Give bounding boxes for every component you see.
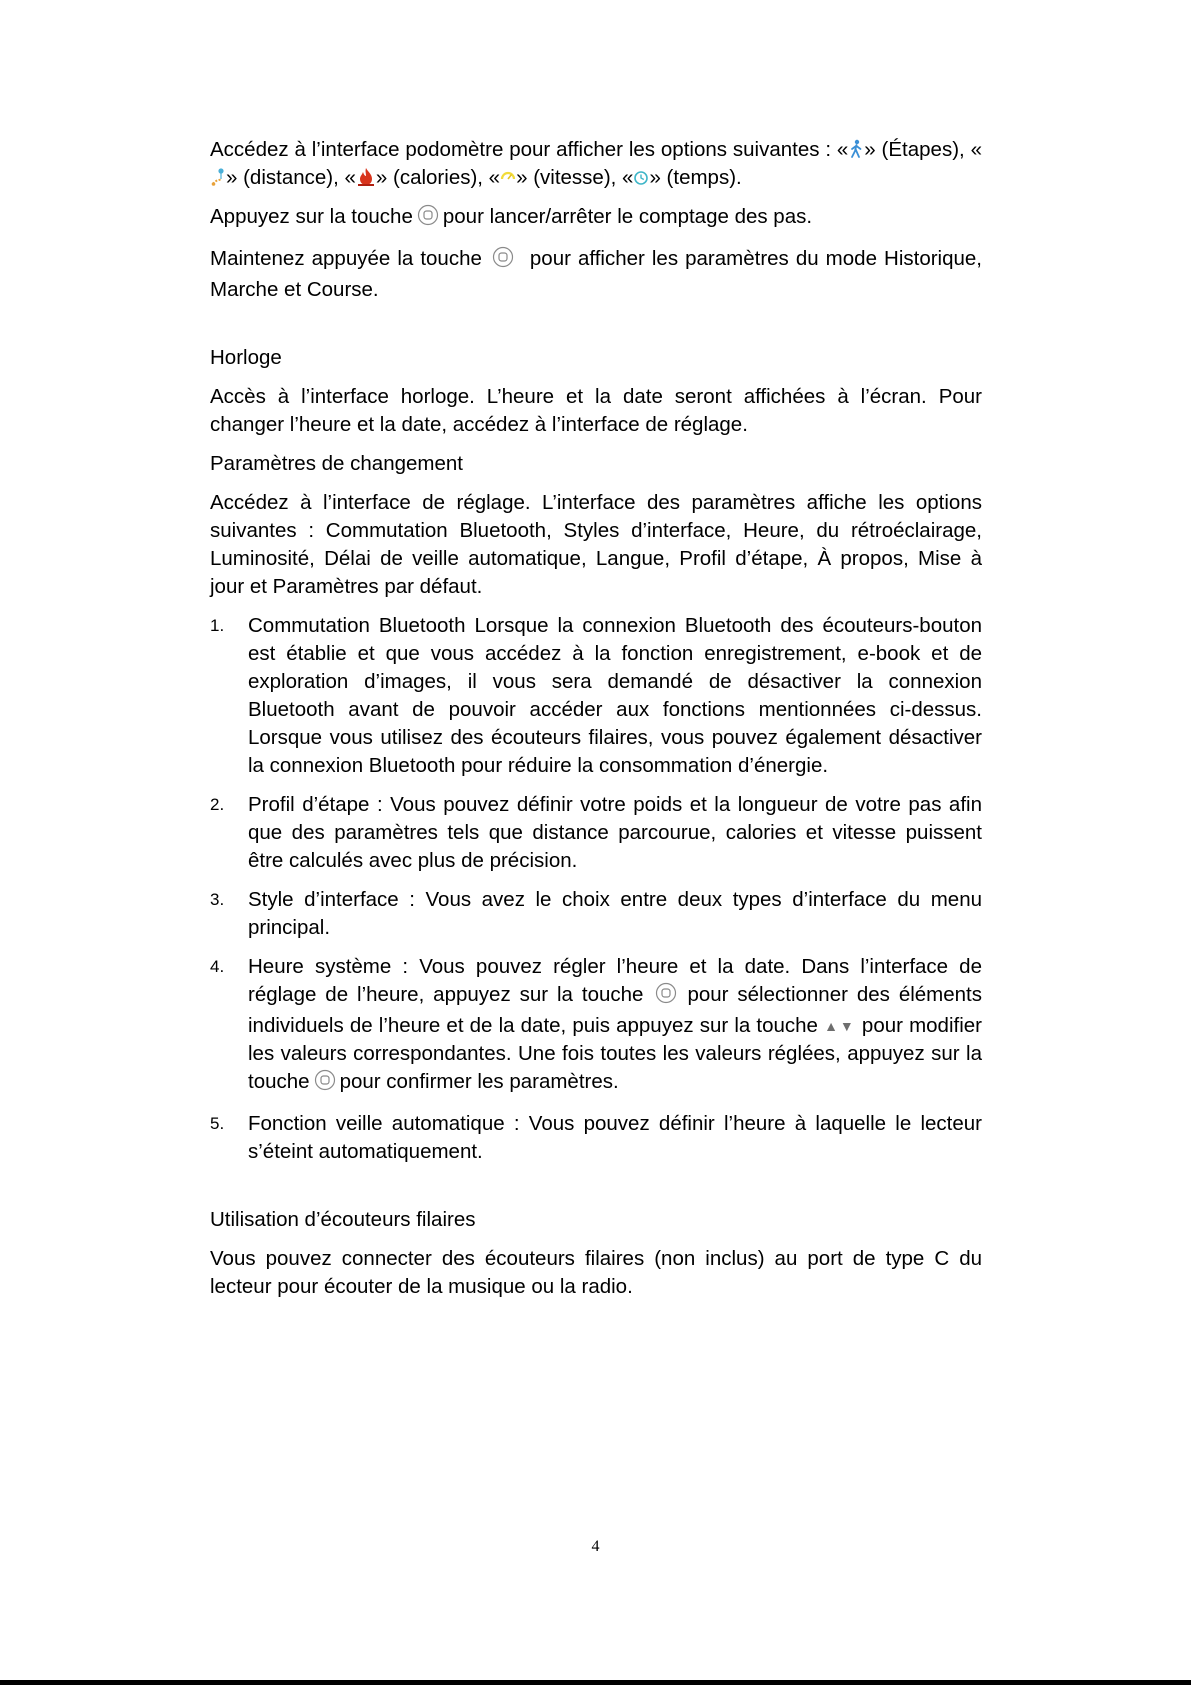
list-item-text: Fonction veille automatique : Vous pouvez définir l’heure à laquelle le lecteur s’éteint automatiquement. [248, 1112, 982, 1163]
list-item-number: 1. [210, 616, 225, 635]
center-button-icon [492, 246, 514, 276]
pedometer-intro-text: Accédez à l’interface podomètre pour afficher les options suivantes : « [210, 138, 849, 161]
clock-heading: Horloge [210, 346, 282, 369]
list-item [210, 791, 982, 875]
list-item-number: 5. [210, 1114, 225, 1133]
list-item-text: pour sélectionner des éléments individuels de l’heure et de la date, puis appuyez sur la touche [248, 983, 982, 1037]
distance-icon [210, 167, 226, 187]
list-item [210, 1110, 982, 1166]
list-item-text: Commutation Bluetooth Lorsque la connexion Bluetooth des écouteurs-bouton est établie et que vous accédez à la fonction enregistrement, e-book et de exploration d’images, il vous sera demandé de désactiver la connexion Bluetooth avant de pouvoir accéder aux fonctions mentionnées ci-dessus. Lorsque vous utilisez des écouteurs filaires, vous pouvez également désactiver la connexion Bluetooth pour réduire la consommation d’énergie. [248, 614, 982, 777]
settings-intro-paragraph: Accédez à l’interface de réglage. L’interface des paramètres affiche les options suivantes : Commutation Bluetooth, Styles d’interface, Heure, du rétroéclairage, Luminosité, Délai de veille automatique, Langue, Profil d’étape, À propos, Mise à jour et Paramètres par défaut. [210, 491, 982, 598]
pedometer-options-paragraph [210, 136, 982, 192]
list-item-number: 4. [210, 957, 225, 976]
list-item [210, 886, 982, 942]
center-button-icon [417, 204, 439, 234]
settings-list [210, 612, 982, 1166]
wired-headphones-paragraph: Vous pouvez connecter des écouteurs filaires (non inclus) au port de type C du lecteur pour écouter de la musique ou la radio. [210, 1247, 982, 1298]
list-item-text: Heure système : Vous pouvez régler l’heure et la date. Dans l’interface de réglage de l’heure, appuyez sur la touche [248, 955, 982, 1006]
speed-label-text: » (vitesse), « [516, 166, 634, 189]
list-item [210, 953, 982, 1099]
up-down-arrow-icon: ▲▼ [824, 1018, 856, 1034]
list-item [210, 612, 982, 780]
distance-label-text: » (distance), « [226, 166, 356, 189]
steps-label-text: » (Étapes), « [864, 138, 982, 161]
settings-heading: Paramètres de changement [210, 452, 463, 475]
center-button-icon [314, 1069, 336, 1099]
list-item-number: 2. [210, 795, 225, 814]
list-item-text: pour modifier les valeurs correspondantes. Une fois toutes les valeurs réglées, appuyez sur la touche [248, 1014, 982, 1093]
page-content [210, 136, 982, 1312]
press-after-text: pour lancer/arrêter le comptage des pas. [442, 205, 813, 228]
walking-person-icon [848, 139, 864, 159]
pedometer-press-paragraph [210, 203, 982, 234]
hold-before-text: Maintenez appuyée la touche [210, 247, 482, 270]
flame-icon [356, 167, 376, 187]
list-item-text: pour confirmer les paramètres. [339, 1070, 619, 1093]
page-number: 4 [591, 1538, 600, 1555]
press-before-text: Appuyez sur la touche [210, 205, 413, 228]
clock-paragraph: Accès à l’interface horloge. L’heure et la date seront affichées à l’écran. Pour changer l’heure et la date, accédez à l’interface de réglage. [210, 385, 982, 436]
center-button-icon [655, 982, 677, 1012]
bottom-border [0, 1680, 1191, 1685]
list-item-text: Profil d’étape : Vous pouvez définir votre poids et la longueur de votre pas afin que des paramètres tels que distance parcourue, calories et vitesse puissent être calculés avec plus de précision. [248, 793, 982, 872]
hold-after-text: pour afficher les paramètres du mode Historique, Marche et Course. [210, 247, 982, 301]
list-item-text: Style d’interface : Vous avez le choix entre deux types d’interface du menu principal. [248, 888, 982, 939]
speed-icon [500, 167, 516, 187]
clock-icon [633, 167, 649, 187]
calories-label-text: » (calories), « [375, 166, 501, 189]
wired-headphones-heading: Utilisation d’écouteurs filaires [210, 1208, 476, 1231]
time-label-text: » (temps). [649, 166, 742, 189]
list-item-number: 3. [210, 890, 225, 909]
pedometer-hold-paragraph [210, 245, 982, 304]
